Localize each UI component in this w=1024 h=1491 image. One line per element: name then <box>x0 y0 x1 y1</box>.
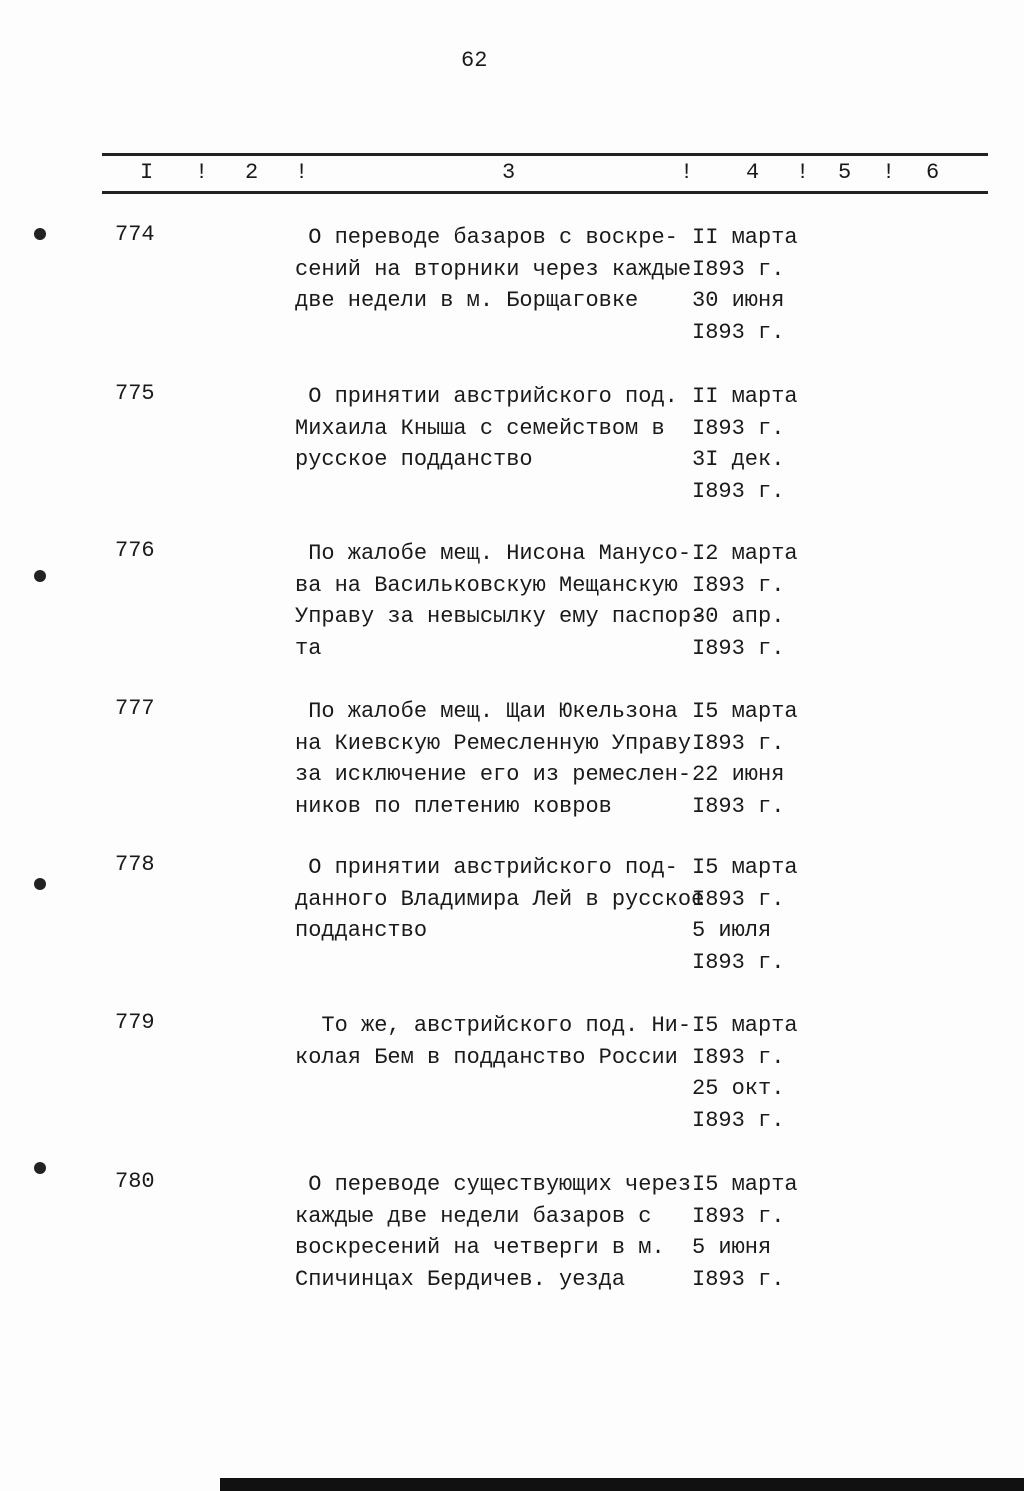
description-line: О переводе базаров с воскре- <box>295 225 678 250</box>
date-line: I893 г. <box>692 1044 785 1070</box>
description-line: две недели в м. Борщаговке <box>295 288 639 313</box>
date-line: I893 г. <box>692 256 785 282</box>
date-line: I2 марта <box>692 541 798 566</box>
date-line: 3I дек. <box>692 447 785 472</box>
description-line: на Киевскую Ремесленную Управу <box>295 730 692 756</box>
table-top-rule <box>102 153 988 156</box>
row-dates <box>692 696 798 822</box>
punch-hole-mark <box>34 228 46 240</box>
description-line: ников по плетению ковров <box>295 793 612 819</box>
description-line: за исключение его из ремеслен- <box>295 762 692 787</box>
col-header-4: 4 <box>746 160 760 185</box>
description-line: По жалобе мещ. Щаи Юкельзона <box>295 699 678 724</box>
row-description <box>295 852 704 947</box>
date-line: I893 г. <box>692 319 785 345</box>
description-line: Спичинцах Бердичев. уезда <box>295 1266 626 1292</box>
description-line: Управу за невысылку ему паспор- <box>295 604 705 629</box>
row-number: 780 <box>115 1169 155 1194</box>
description-line: каждые две недели базаров с <box>295 1203 652 1229</box>
row-number: 776 <box>115 538 155 563</box>
date-line: I893 г. <box>692 415 785 441</box>
date-line: I893 г. <box>692 1266 785 1292</box>
date-line: I893 г. <box>692 793 785 819</box>
date-line: II марта <box>692 225 798 250</box>
date-line: 30 июня <box>692 288 785 313</box>
table-header-rule <box>102 191 988 194</box>
row-number: 779 <box>115 1010 155 1035</box>
col-separator: ! <box>680 160 694 185</box>
description-line: сений на вторники через каждые <box>295 256 692 282</box>
date-line: 30 апр. <box>692 604 785 629</box>
date-line: II марта <box>692 384 798 409</box>
col-header-5: 5 <box>838 160 852 185</box>
description-line: По жалобе мещ. Нисона Манусо- <box>295 541 692 566</box>
row-description <box>295 696 691 822</box>
date-line: I893 г. <box>692 886 785 912</box>
description-line: ва на Васильковскую Мещанскую <box>295 572 678 598</box>
date-line: I5 марта <box>692 699 798 724</box>
date-line: I893 г. <box>692 478 785 504</box>
col-separator: ! <box>295 160 309 185</box>
date-line: I893 г. <box>692 1203 785 1229</box>
row-description <box>295 381 678 476</box>
date-line: I893 г. <box>692 730 785 756</box>
date-line: 5 июня <box>692 1235 772 1260</box>
description-line: Михаила Кныша с семейством в <box>295 415 665 441</box>
date-line: I893 г. <box>692 949 785 975</box>
description-line: воскресений на четверги в м. <box>295 1235 665 1260</box>
row-number: 774 <box>115 222 155 247</box>
page-number: 62 <box>461 48 488 73</box>
row-description <box>295 1169 691 1295</box>
description-line: колая Бем в подданство России <box>295 1044 678 1070</box>
date-line: 22 июня <box>692 762 785 787</box>
description-line: та <box>295 635 322 661</box>
row-dates <box>692 381 798 507</box>
punch-hole-mark <box>34 570 46 582</box>
date-line: I5 марта <box>692 1172 798 1197</box>
description-line: То же, австрийского под. Ни- <box>295 1013 692 1038</box>
row-number: 775 <box>115 381 155 406</box>
description-line: О принятии австрийского под- <box>295 855 678 880</box>
col-separator: ! <box>195 160 209 185</box>
row-description <box>295 222 691 317</box>
description-line: О переводе существующих через <box>295 1172 692 1197</box>
punch-hole-mark <box>34 878 46 890</box>
row-dates <box>692 1169 798 1295</box>
description-line: О принятии австрийского под. <box>295 384 678 409</box>
date-line: 5 июля <box>692 918 772 943</box>
col-header-3: 3 <box>502 160 516 185</box>
date-line: 25 окт. <box>692 1076 785 1101</box>
col-separator: ! <box>796 160 810 185</box>
date-line: I893 г. <box>692 572 785 598</box>
description-line: данного Владимира Лей в русское <box>295 886 705 912</box>
row-dates <box>692 852 798 978</box>
date-line: I893 г. <box>692 1107 785 1133</box>
col-separator: ! <box>882 160 896 185</box>
row-description <box>295 1010 691 1073</box>
scan-edge-bar <box>220 1478 1024 1491</box>
row-dates <box>692 222 798 348</box>
description-line: подданство <box>295 918 428 943</box>
punch-hole-mark <box>34 1162 46 1174</box>
row-dates <box>692 538 798 664</box>
row-number: 777 <box>115 696 155 721</box>
col-header-6: 6 <box>926 160 940 185</box>
col-header-2: 2 <box>245 160 259 185</box>
row-number: 778 <box>115 852 155 877</box>
row-dates <box>692 1010 798 1136</box>
description-line: русское подданство <box>295 447 533 472</box>
row-description <box>295 538 704 664</box>
date-line: I893 г. <box>692 635 785 661</box>
date-line: I5 марта <box>692 855 798 880</box>
date-line: I5 марта <box>692 1013 798 1038</box>
col-header-1: I <box>140 160 154 185</box>
